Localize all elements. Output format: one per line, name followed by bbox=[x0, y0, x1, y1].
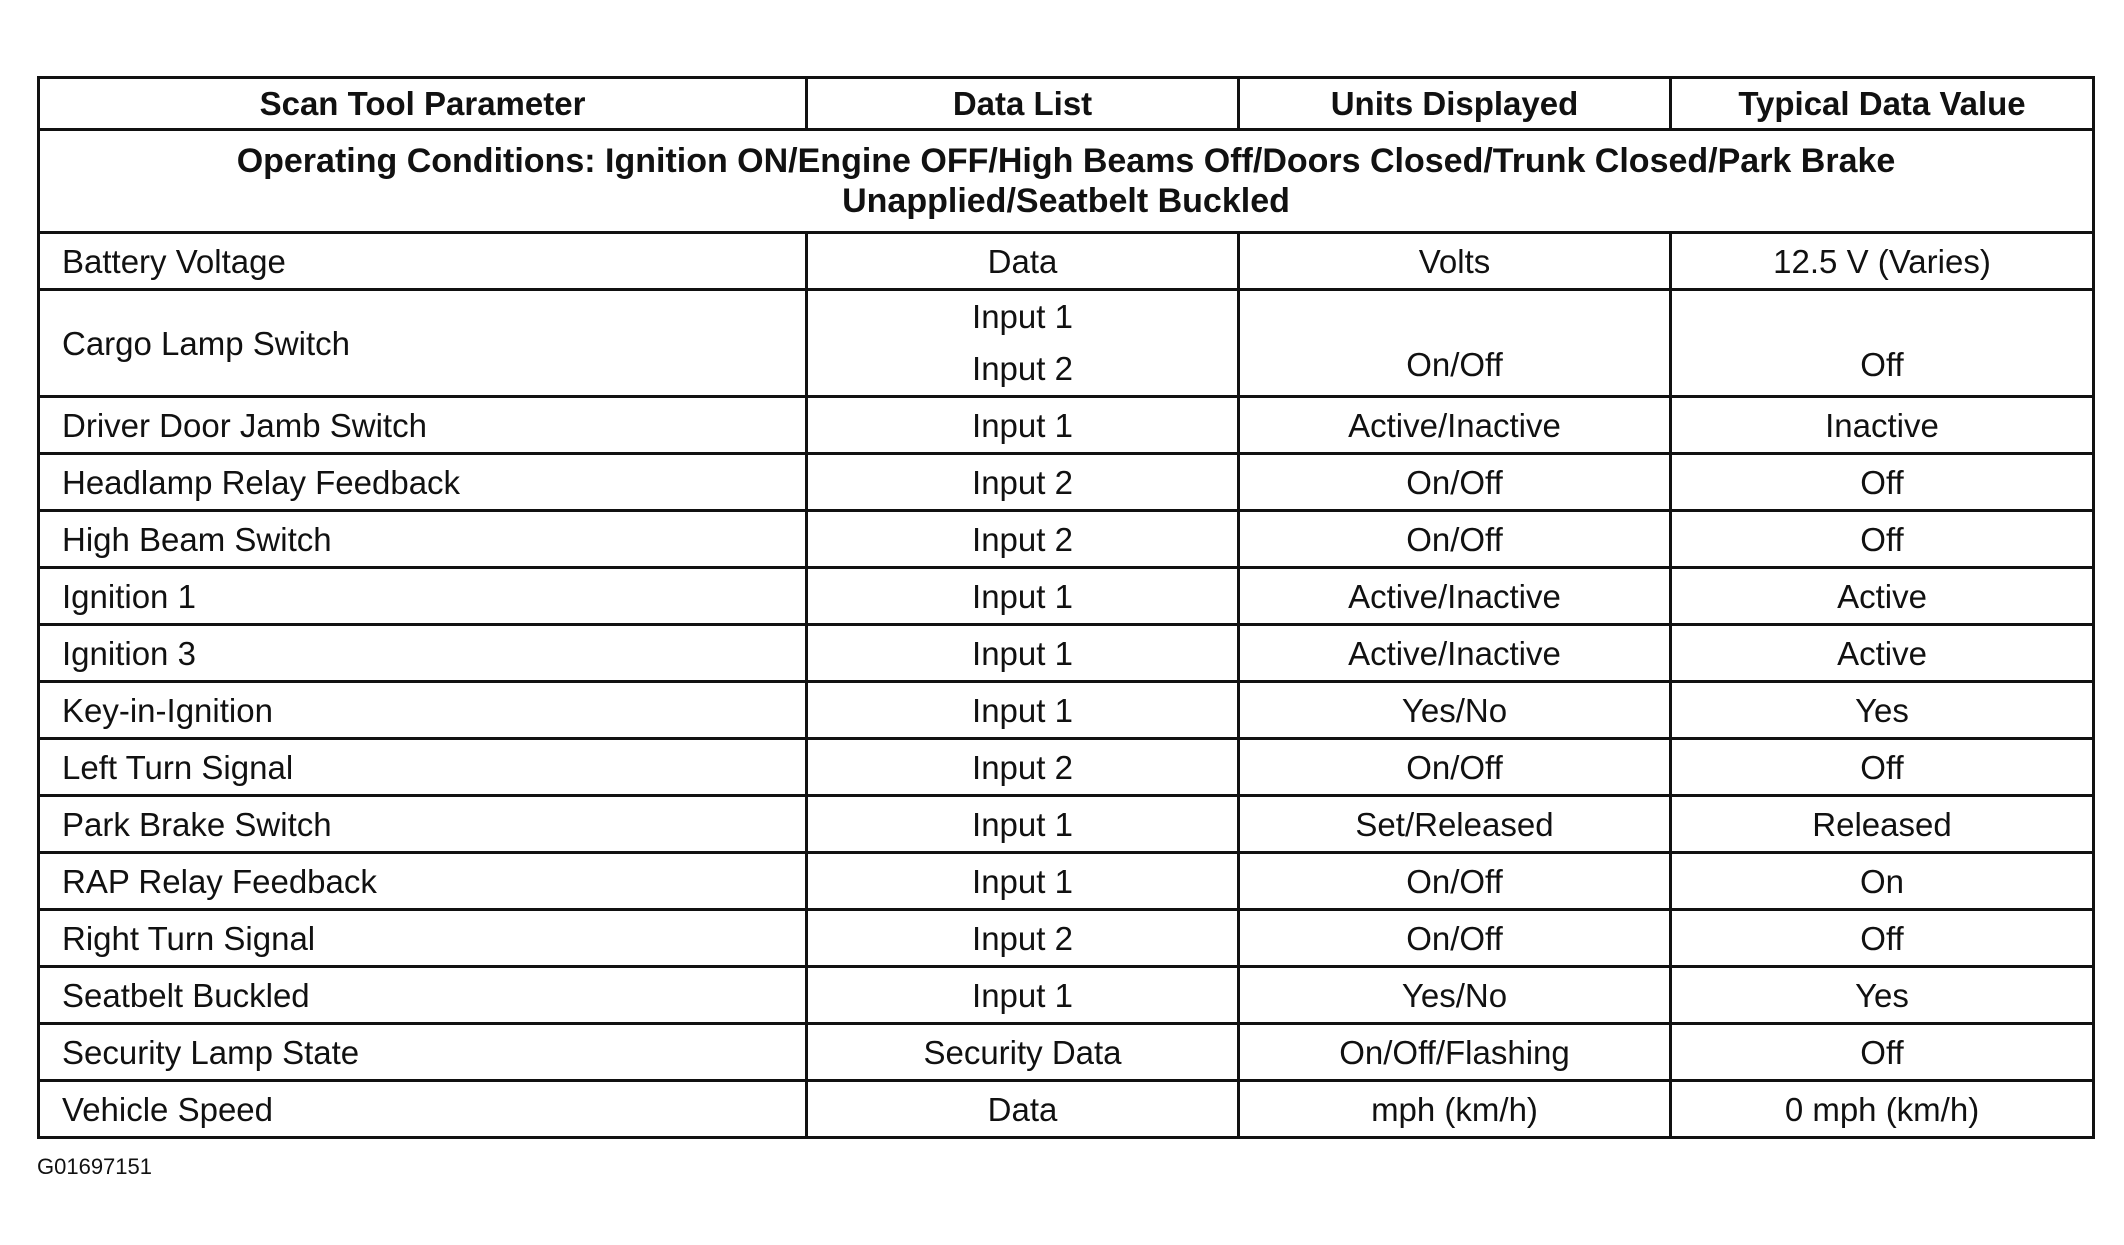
parameter-cell: Ignition 3 bbox=[39, 625, 807, 682]
parameter-cell: Key-in-Ignition bbox=[39, 682, 807, 739]
units-cell: On/Off bbox=[1239, 454, 1671, 511]
typical-value-cell: Yes bbox=[1671, 967, 2094, 1024]
typical-value-cell: Off bbox=[1671, 739, 2094, 796]
units-cell: Yes/No bbox=[1239, 967, 1671, 1024]
table-row bbox=[39, 1081, 2094, 1138]
parameter-cell: Ignition 1 bbox=[39, 568, 807, 625]
table-row bbox=[39, 454, 2094, 511]
data-list-cell: Security Data bbox=[807, 1024, 1239, 1081]
operating-conditions-row bbox=[39, 130, 2094, 233]
typical-value-cell: Yes bbox=[1671, 682, 2094, 739]
units-cell: Active/Inactive bbox=[1239, 625, 1671, 682]
parameter-cell: Park Brake Switch bbox=[39, 796, 807, 853]
typical-value-cell: Off bbox=[1671, 1024, 2094, 1081]
data-list-cell bbox=[807, 290, 1239, 397]
table-row bbox=[39, 625, 2094, 682]
header-units-displayed: Units Displayed bbox=[1239, 78, 1671, 130]
parameter-cell: RAP Relay Feedback bbox=[39, 853, 807, 910]
data-list-input-1: Input 1 bbox=[972, 298, 1073, 335]
data-list-cell: Input 1 bbox=[807, 625, 1239, 682]
table-row bbox=[39, 397, 2094, 454]
table-row bbox=[39, 290, 2094, 397]
data-list-cell: Input 2 bbox=[807, 910, 1239, 967]
data-list-input-2: Input 2 bbox=[972, 350, 1073, 387]
table-row bbox=[39, 739, 2094, 796]
typical-value: Off bbox=[1860, 346, 1904, 383]
units-cell: Set/Released bbox=[1239, 796, 1671, 853]
typical-value-cell: Released bbox=[1671, 796, 2094, 853]
data-list-cell: Input 1 bbox=[807, 397, 1239, 454]
typical-value-cell bbox=[1671, 290, 2094, 397]
table-row bbox=[39, 568, 2094, 625]
header-row bbox=[39, 78, 2094, 130]
units-cell: On/Off bbox=[1239, 511, 1671, 568]
data-list-cell: Input 1 bbox=[807, 682, 1239, 739]
table-row bbox=[39, 853, 2094, 910]
table-row bbox=[39, 910, 2094, 967]
units-cell: On/Off bbox=[1239, 910, 1671, 967]
units-cell: Yes/No bbox=[1239, 682, 1671, 739]
scan-tool-data-table-container bbox=[37, 76, 2092, 1139]
units-cell: mph (km/h) bbox=[1239, 1081, 1671, 1138]
units-cell: On/Off bbox=[1239, 853, 1671, 910]
typical-value-cell: Active bbox=[1671, 625, 2094, 682]
units-cell: On/Off/Flashing bbox=[1239, 1024, 1671, 1081]
units-cell: Active/Inactive bbox=[1239, 568, 1671, 625]
table-row bbox=[39, 967, 2094, 1024]
parameter-cell: High Beam Switch bbox=[39, 511, 807, 568]
table-row bbox=[39, 233, 2094, 290]
header-data-list: Data List bbox=[807, 78, 1239, 130]
units-cell: Active/Inactive bbox=[1239, 397, 1671, 454]
typical-value-cell: 12.5 V (Varies) bbox=[1671, 233, 2094, 290]
operating-conditions-line-1: Operating Conditions: Ignition ON/Engine OFF/High Beams Off/Doors Closed/Trunk Closed/Park Brake bbox=[236, 142, 1896, 180]
table-row bbox=[39, 1024, 2094, 1081]
typical-value-cell: Inactive bbox=[1671, 397, 2094, 454]
operating-conditions bbox=[39, 130, 2094, 233]
typical-value-cell: Active bbox=[1671, 568, 2094, 625]
typical-value-cell: Off bbox=[1671, 910, 2094, 967]
data-list-cell: Input 1 bbox=[807, 853, 1239, 910]
data-list-cell: Input 2 bbox=[807, 739, 1239, 796]
parameter-cell: Battery Voltage bbox=[39, 233, 807, 290]
data-list-cell: Input 2 bbox=[807, 454, 1239, 511]
typical-value-cell: Off bbox=[1671, 454, 2094, 511]
table-row bbox=[39, 682, 2094, 739]
typical-value-cell: On bbox=[1671, 853, 2094, 910]
data-list-cell: Data bbox=[807, 1081, 1239, 1138]
parameter-cell: Security Lamp State bbox=[39, 1024, 807, 1081]
parameter-cell: Vehicle Speed bbox=[39, 1081, 807, 1138]
parameter-cell: Headlamp Relay Feedback bbox=[39, 454, 807, 511]
header-scan-tool-parameter: Scan Tool Parameter bbox=[39, 78, 807, 130]
table-row bbox=[39, 511, 2094, 568]
header-typical-data-value: Typical Data Value bbox=[1671, 78, 2094, 130]
parameter-cell: Right Turn Signal bbox=[39, 910, 807, 967]
data-list-cell: Input 1 bbox=[807, 796, 1239, 853]
parameter-cell: Driver Door Jamb Switch bbox=[39, 397, 807, 454]
parameter-cell: Left Turn Signal bbox=[39, 739, 807, 796]
data-list-cell: Input 2 bbox=[807, 511, 1239, 568]
typical-value-cell: 0 mph (km/h) bbox=[1671, 1081, 2094, 1138]
data-list-cell: Input 1 bbox=[807, 568, 1239, 625]
units-cell: On/Off bbox=[1239, 739, 1671, 796]
scan-tool-data-table bbox=[37, 76, 2095, 1139]
units-cell: Volts bbox=[1239, 233, 1671, 290]
parameter-cell: Seatbelt Buckled bbox=[39, 967, 807, 1024]
units-value: On/Off bbox=[1406, 346, 1503, 383]
typical-value-cell: Off bbox=[1671, 511, 2094, 568]
data-list-cell: Input 1 bbox=[807, 967, 1239, 1024]
units-cell bbox=[1239, 290, 1671, 397]
data-list-cell: Data bbox=[807, 233, 1239, 290]
table-row bbox=[39, 796, 2094, 853]
figure-id: G01697151 bbox=[37, 1154, 152, 1179]
operating-conditions-line-2: Unapplied/Seatbelt Buckled bbox=[842, 182, 1290, 220]
parameter-cell: Cargo Lamp Switch bbox=[39, 290, 807, 397]
